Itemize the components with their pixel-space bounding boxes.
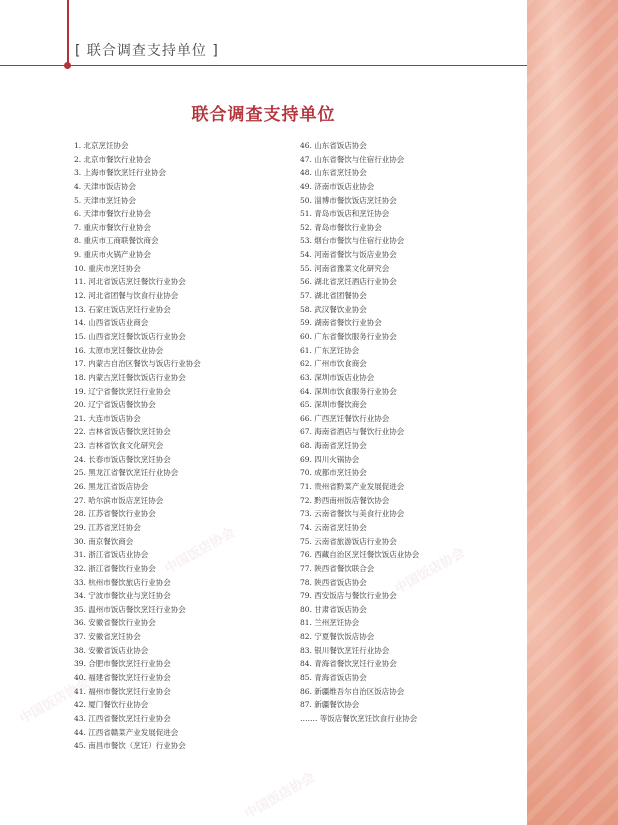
list-item: 16. 太原市烹饪餐饮业协会 (74, 345, 164, 355)
list-item: 13. 石家庄饭店烹饪行业协会 (74, 304, 171, 314)
list-item: 17. 内蒙古自治区餐饮与饭店行业协会 (74, 359, 201, 369)
list-item: 70. 成都市烹饪协会 (300, 468, 367, 478)
list-item: 23. 吉林省饮食文化研究会 (74, 441, 164, 451)
list-item: 56. 湖北省烹饪酒店行业协会 (300, 277, 397, 287)
list-item: 45. 南昌市餐饮（烹饪）行业协会 (74, 741, 186, 751)
list-item: 87. 新疆餐饮协会 (300, 700, 360, 710)
list-item: 50. 淄博市餐饮饭店烹饪协会 (300, 195, 397, 205)
list-item: 12. 河北省团餐与饮食行业协会 (74, 291, 179, 301)
list-item: 84. 青海省餐饮烹饪行业协会 (300, 659, 397, 669)
list-item: 34. 宁波市餐饮业与烹饪协会 (74, 591, 171, 601)
list-item: 3. 上海市餐饮烹饪行业协会 (74, 168, 167, 178)
list-item: 26. 黑龙江省饭店协会 (74, 482, 149, 492)
list-item: 18. 内蒙古烹饪餐饮饭店行业协会 (74, 372, 186, 382)
list-item: 11. 河北省饭店烹饪餐饮行业协会 (74, 277, 186, 287)
list-item: 47. 山东省餐饮与住宿行业协会 (300, 154, 405, 164)
header-rule-dot (64, 62, 71, 69)
header-horizontal-rule (0, 65, 527, 66)
list-item: 46. 山东省饭店协会 (300, 141, 367, 150)
header-vertical-rule (67, 0, 69, 63)
list-item: 75. 云南省旅游饭店行业协会 (300, 536, 397, 546)
list-item: 74. 云南省烹饪协会 (300, 522, 367, 532)
list-item: 68. 海南省烹饪协会 (300, 441, 367, 451)
list-item: 9. 重庆市火锅产业协会 (74, 250, 152, 260)
list-item: 60. 广东省餐饮服务行业协会 (300, 331, 397, 341)
list-item: 10. 重庆市烹饪协会 (74, 263, 141, 273)
watermark: 中国饭店协会 (17, 675, 93, 728)
list-item: 37. 安徽省烹饪协会 (74, 632, 141, 642)
list-item: 7. 重庆市餐饮行业协会 (74, 222, 152, 232)
list-item: 77. 陕西省餐饮联合会 (300, 563, 375, 573)
list-item: 71. 贵州省黔菜产业发展促进会 (300, 482, 405, 492)
member-list-right (300, 139, 419, 726)
list-item: 64. 深圳市饮食服务行业协会 (300, 386, 397, 396)
list-item: 57. 湖北省团餐协会 (300, 291, 367, 301)
list-item: 48. 山东省烹饪协会 (300, 168, 367, 178)
list-item: 82. 宁夏餐饮饭店协会 (300, 632, 375, 642)
list-item: 36. 安徽省餐饮行业协会 (74, 618, 156, 628)
list-item: 52. 青岛市餐饮行业协会 (300, 222, 382, 232)
list-item: 83. 银川餐饮烹饪行业协会 (300, 645, 390, 655)
list-item: 67. 海南省酒店与餐饮行业协会 (300, 427, 405, 437)
list-item: 49. 济南市饭店业协会 (300, 181, 375, 191)
list-item: 54. 河南省餐饮与饭店业协会 (300, 250, 397, 260)
list-item: 51. 青岛市饭店和烹饪协会 (300, 209, 390, 219)
list-item: 33. 杭州市餐饮旅店行业协会 (74, 577, 171, 587)
list-item: 1. 北京烹饪协会 (74, 141, 129, 150)
list-item: 25. 黑龙江省餐饮烹饪行业协会 (74, 468, 179, 478)
list-item: ……. 等饭店餐饮烹饪饮食行业协会 (300, 713, 418, 723)
list-item: 30. 南京餐饮商会 (74, 536, 134, 546)
list-item: 14. 山西省饭店业商会 (74, 318, 149, 328)
page-title: 联合调查支持单位 (191, 105, 336, 125)
list-item: 27. 哈尔滨市饭店烹饪协会 (74, 495, 164, 505)
list-item: 39. 合肥市餐饮烹饪行业协会 (74, 659, 171, 669)
list-item: 6. 天津市餐饮行业协会 (74, 209, 152, 219)
list-item: 65. 深圳市餐饮商会 (300, 400, 367, 410)
list-item: 35. 温州市饭店餐饮烹饪行业协会 (74, 604, 186, 614)
member-list-left (74, 139, 201, 753)
list-item: 76. 西藏自治区烹饪餐饮饭店业协会 (300, 550, 420, 560)
list-item: 2. 北京市餐饮行业协会 (74, 154, 152, 164)
list-item: 42. 厦门餐饮行业协会 (74, 700, 149, 710)
list-item: 58. 武汉餐饮业协会 (300, 304, 367, 314)
list-item: 44. 江西省赣菜产业发展促进会 (74, 727, 179, 737)
list-item: 31. 浙江省饭店业协会 (74, 550, 149, 560)
list-item: 29. 江苏省烹饪协会 (74, 522, 141, 532)
list-item: 55. 河南省豫菜文化研究会 (300, 263, 390, 273)
list-item: 32. 浙江省餐饮行业协会 (74, 563, 156, 573)
list-item: 22. 吉林省饭店餐饮烹饪协会 (74, 427, 171, 437)
list-item: 86. 新疆维吾尔自治区饭店协会 (300, 686, 405, 696)
list-item: 38. 安徽省饭店业协会 (74, 645, 149, 655)
list-item: 4. 天津市饭店协会 (74, 181, 137, 191)
list-item: 21. 大连市饭店协会 (74, 413, 141, 423)
list-item: 19. 辽宁省餐饮烹饪行业协会 (74, 386, 171, 396)
list-item: 40. 福建省餐饮烹饪行业协会 (74, 672, 171, 682)
list-item: 66. 广西烹饪餐饮行业协会 (300, 413, 390, 423)
list-item: 53. 烟台市餐饮与住宿行业协会 (300, 236, 405, 246)
list-item: 79. 西安饭店与餐饮行业协会 (300, 591, 397, 601)
list-item: 8. 重庆市工商联餐饮商会 (74, 236, 159, 246)
section-label: [ 联合调查支持单位 ] (75, 43, 219, 59)
list-item: 61. 广东烹饪协会 (300, 345, 360, 355)
list-item: 73. 云南省餐饮与美食行业协会 (300, 509, 405, 519)
list-item: 28. 江苏省餐饮行业协会 (74, 509, 156, 519)
list-item: 41. 福州市餐饮烹饪行业协会 (74, 686, 171, 696)
list-item: 72. 黔西南州饭店餐饮协会 (300, 495, 390, 505)
list-item: 24. 长春市饭店餐饮烹饪协会 (74, 454, 171, 464)
list-item: 63. 深圳市饭店业协会 (300, 372, 375, 382)
watermark: 中国饭店协会 (242, 770, 318, 823)
list-item: 5. 天津市烹饪协会 (74, 195, 137, 205)
list-item: 81. 兰州烹饪协会 (300, 618, 360, 628)
decorative-side-photo (527, 0, 618, 825)
list-item: 59. 湖南省餐饮行业协会 (300, 318, 382, 328)
list-item: 78. 陕西省饭店协会 (300, 577, 367, 587)
list-item: 20. 辽宁省饭店餐饮协会 (74, 400, 156, 410)
list-item: 62. 广州市饮食商会 (300, 359, 367, 369)
list-item: 43. 江西省餐饮烹饪行业协会 (74, 713, 171, 723)
watermark: 中国饭店协会 (392, 545, 468, 598)
list-item: 80. 甘肃省饭店协会 (300, 604, 367, 614)
list-item: 69. 四川火锅协会 (300, 454, 360, 464)
watermark: 中国饭店协会 (162, 525, 238, 578)
list-item: 15. 山西省烹饪餐饮饭店行业协会 (74, 331, 186, 341)
list-item: 85. 青海省饭店协会 (300, 672, 367, 682)
